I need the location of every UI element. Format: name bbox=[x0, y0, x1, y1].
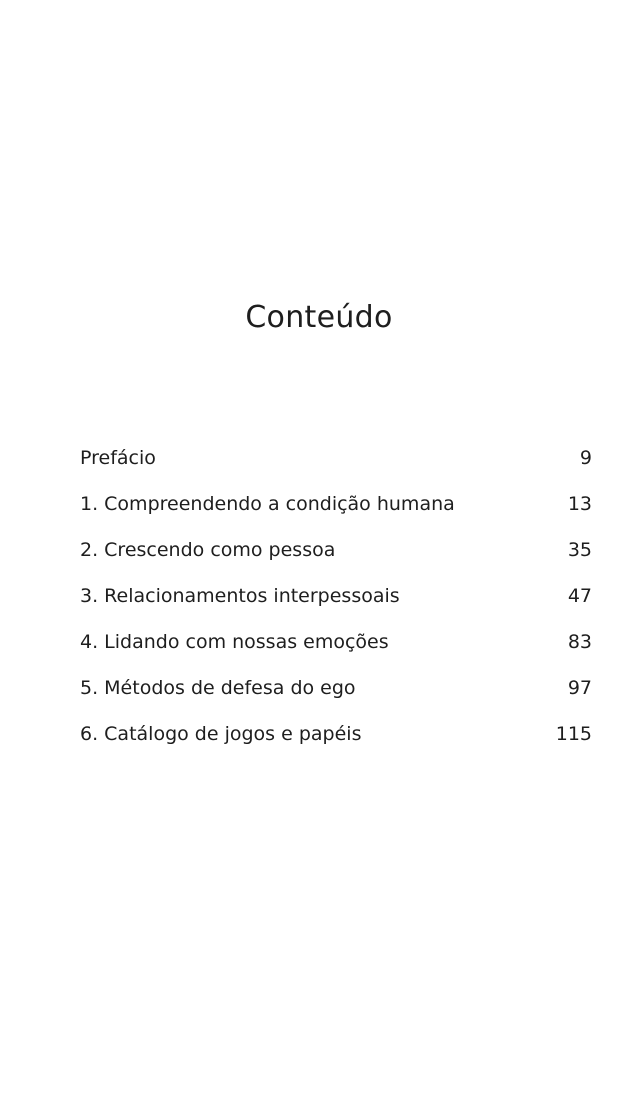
toc-entry-label: Prefácio bbox=[80, 447, 156, 469]
toc-entry-label: 5. Métodos de defesa do ego bbox=[80, 677, 356, 699]
toc-entry-page-number: 115 bbox=[555, 723, 592, 745]
toc-entry-chapter-5 bbox=[80, 672, 592, 718]
toc-entry-page-number: 47 bbox=[567, 585, 592, 607]
toc-entry-chapter-1 bbox=[80, 488, 592, 534]
toc-entry-chapter-2 bbox=[80, 534, 592, 580]
toc-entry-page-number: 9 bbox=[579, 447, 592, 469]
toc-entry-label: 4. Lidando com nossas emoções bbox=[80, 631, 389, 653]
toc-entry-label: 6. Catálogo de jogos e papéis bbox=[80, 723, 362, 745]
table-of-contents bbox=[80, 442, 592, 764]
toc-entry-page-number: 97 bbox=[567, 677, 592, 699]
toc-entry-page-number: 83 bbox=[567, 631, 592, 653]
toc-entry-label: 1. Compreendendo a condição humana bbox=[80, 493, 455, 515]
toc-entry-chapter-4 bbox=[80, 626, 592, 672]
toc-entry-page-number: 13 bbox=[567, 493, 592, 515]
page-title: Conteúdo bbox=[245, 300, 393, 335]
toc-entry-preface bbox=[80, 442, 592, 488]
toc-entry-page-number: 35 bbox=[567, 539, 592, 561]
toc-entry-label: 2. Crescendo como pessoa bbox=[80, 539, 336, 561]
toc-entry-label: 3. Relacionamentos interpessoais bbox=[80, 585, 400, 607]
toc-entry-chapter-3 bbox=[80, 580, 592, 626]
toc-entry-chapter-6 bbox=[80, 718, 592, 764]
